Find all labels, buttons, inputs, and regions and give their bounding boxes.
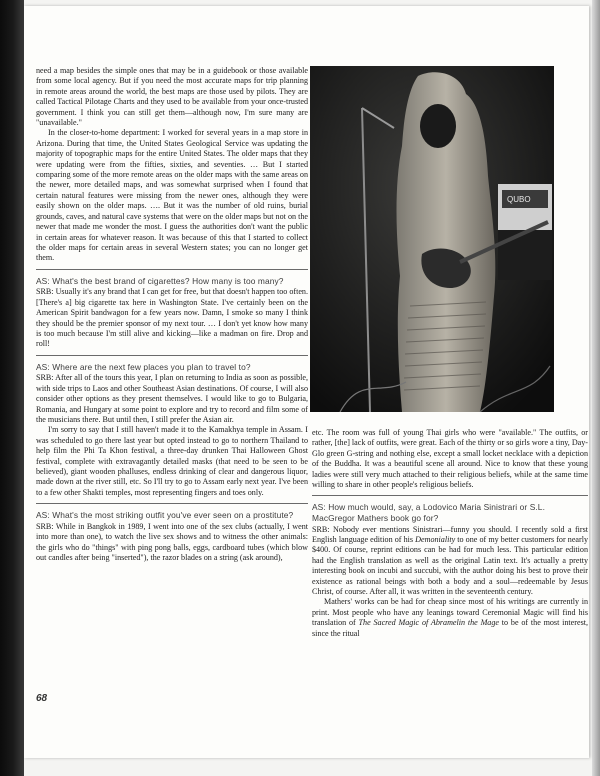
amp-cabinet	[498, 230, 552, 280]
divider	[36, 355, 308, 356]
divider	[312, 495, 588, 496]
text-run: to be of the most interest, since the ritual	[312, 618, 588, 638]
text-run: SRB: Nobody ever mentions Sinistrari—funny you should. I recently sold a first English language edition of his	[312, 524, 588, 545]
answer-paragraph	[312, 525, 588, 598]
question-heading: AS: How much would, say, a Lodovico Maria Sinistrari or S.L. MacGregor Mathers book go for?	[312, 502, 545, 524]
question-heading: AS: What's the best brand of cigarettes? How many is too many?	[36, 275, 284, 286]
text-run: to one of my better customers for nearly $400. Of course, reprint editions can be had for much less. This particular edition had the English translation as well as the original Latin text. It's actually a pretty interesting book on incubi and succubi, with the author doing his best to prove their existence as rational beings with both a body and a soul—redeemable by Jesus Christ, of course. After all, it was written in the seventeenth century.	[312, 535, 588, 597]
question-heading: AS: What's the most striking outfit you've ever seen on a prostitute?	[36, 510, 294, 521]
hood-shadow	[420, 104, 456, 148]
photo-illustration	[310, 66, 554, 412]
left-column	[36, 66, 308, 692]
paragraph	[312, 597, 588, 639]
binding-shadow	[0, 0, 24, 776]
question-heading: AS: Where are the next few places you plan to travel to?	[36, 361, 251, 372]
answer-paragraph: SRB: Usually it's any brand that I can get for free, but that doesn't happen too often. [There's a] big cigarette tax here in Washington State. I've certainly been on the American Spirit bandwagon for a few years now. Damn, I smoke so many I think they should be the premier sponsor of my next tour. … I don't yet know how many is too much because I'm still alive and kicking—like a madman on fire. Drop and roll!	[36, 287, 308, 349]
paragraph: I'm sorry to say that I still haven't made it to the Kamakhya temple in Assam. I was scheduled to go there last year but opted instead to go to northern Thailand to help film the Phi Ta Khon festival, a three-day drunken Thai Halloween Ghost festival, complete with extravagantly detailed masks (that need to be seen to be believed), giant wooden phalluses, endless drinking of clear and dangerous liquor, made down at the river still, etc. So I'll try to go to Assam early next year. I've been to a few other Shakti temples, most representing fingers and toes only.	[36, 425, 308, 497]
answer-paragraph: SRB: While in Bangkok in 1989, I went into one of the sex clubs (actually, I went into more than one), to watch the live sex shows and to witness the other animals: the girls who do "things" with ping pong balls, eggs, cardboard tubes (which blow out candles after being "inserted"), the razor blades on a string (ask around),	[36, 521, 308, 563]
right-column	[312, 428, 588, 708]
divider	[36, 503, 308, 504]
amp-label: QUBO	[507, 195, 531, 204]
page-edge	[592, 0, 600, 776]
page-number: 68	[36, 693, 48, 704]
paragraph: In the closer-to-home department: I worked for several years in a map store in Arizona. During that time, the United States Geological Service was updating the majority of topographic maps for the entire United States. The older maps that they were updating were from the fifties, sixties, and seventies. … But I started comparing some of the more remote areas on the older maps with the same areas on the newer, more detailed maps, and was somewhat surprised when I found that certain natural features were missing from the newer ones, although they were easily shown on the older maps. …. But it was the number of old ruins, burial grounds, caves, and natural cave systems that were on the older maps but not on the newer that made me wonder the most. I guess the authorities don't want the public in certain areas for whatever reason. It was because of this that I started to collect the older maps for certain areas in several Western states; you can no longer get them.	[36, 128, 308, 263]
book-title: The Sacred Magic of Abramelin the Mage	[358, 618, 499, 628]
performer-photo	[310, 66, 554, 412]
answer-paragraph: SRB: After all of the tours this year, I plan on returning to India as soon as possible, with side trips to Laos and other Southeast Asian destinations. Of course, I will also consider other options as they present themselves. I would like to go to Bulgaria, Romania, and Hungary at some point to explore and try to record and film some of the musicians there. But until then, I still prefer the Asian air.	[36, 373, 308, 424]
paragraph: need a map besides the simple ones that may be in a guidebook or those available from some local agency. But if you need the most accurate maps for trip planning in remote areas around the world, the best maps are those used by pilots. They are called Tactical Pilotage Charts and they used to be available from your once-trusted government. I think you can still get them—although now, I'm sure many are "unavailable."	[36, 66, 308, 128]
paragraph: etc. The room was full of young Thai girls who were "available." The outfits, or rather, [the] lack of outfits, were great. Each of the thirty or so girls wore a tiny, Day-Glo green G-string and nothing else, except a small locket necklace with a depiction of the Buddha. It was a beautiful scene all around. Nice to know that these young ladies were still very much attached to their religious beliefs, while at the same time willing to share in other people's religious beliefs.	[312, 428, 588, 490]
divider	[36, 269, 308, 270]
book-title: Demoniality	[415, 535, 456, 545]
text-run: Mathers' works can be had for cheap since most of his writings are currently in print. Most people who have any leanings toward Ceremonial Magic will find his translation of	[312, 597, 588, 628]
